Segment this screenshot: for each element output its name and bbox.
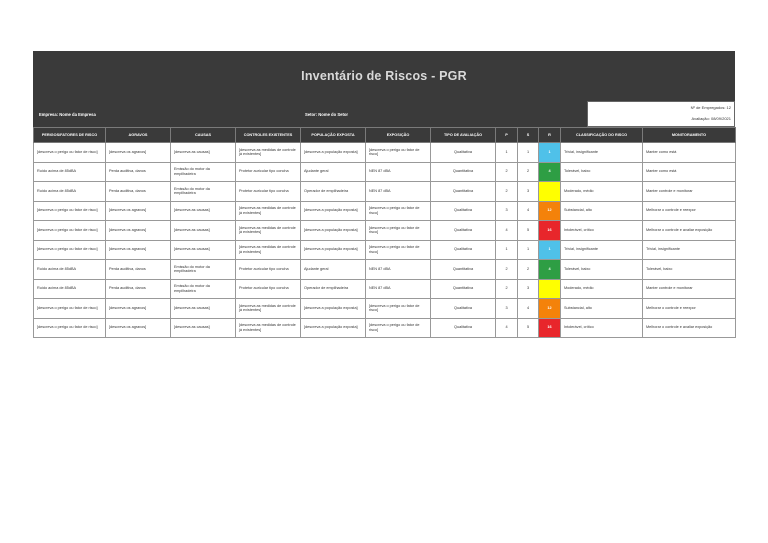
cell-risco: 4 — [539, 260, 561, 280]
cell-causas: [descreva as causas] — [171, 221, 236, 241]
cell-controles: Protetor auricular tipo concha — [236, 162, 301, 182]
cell-risco: 16 — [539, 221, 561, 241]
cell-classificacao: Tolerável, baixo — [561, 162, 643, 182]
info-bar — [33, 101, 735, 127]
cell-classificacao: Intolerável, crítico — [561, 318, 643, 338]
cell-populacao: [descreva a população exposta] — [301, 299, 366, 319]
table-row — [34, 299, 736, 319]
cell-classificacao: Moderado, médio — [561, 279, 643, 299]
column-header: CONTROLES EXISTENTES — [236, 128, 301, 143]
table-row — [34, 279, 736, 299]
cell-risco: 16 — [539, 318, 561, 338]
cell-classificacao: Trivial, insignificante — [561, 143, 643, 163]
cell-probabilidade: 3 — [496, 201, 518, 221]
cell-controles: Protetor auricular tipo concha — [236, 182, 301, 202]
cell-severidade: 1 — [518, 240, 539, 260]
cell-monitoramento: Trivial, insignificante — [643, 240, 736, 260]
cell-tipo: Qualitativa — [431, 201, 496, 221]
cell-probabilidade: 4 — [496, 221, 518, 241]
cell-causas: [descreva as causas] — [171, 299, 236, 319]
cell-agravos: Perda auditiva, danos — [106, 162, 171, 182]
cell-monitoramento: Melhorar o controle e avaliar exposição — [643, 318, 736, 338]
column-header: R — [539, 128, 561, 143]
cell-causas: [descreva as causas] — [171, 143, 236, 163]
cell-probabilidade: 1 — [496, 240, 518, 260]
cell-exposicao: [descreva o perigo ou fator de risco] — [366, 318, 431, 338]
cell-tipo: Qualitativa — [431, 143, 496, 163]
cell-perigo: [descreva o perigo ou fator de risco] — [34, 201, 106, 221]
cell-agravos: [descreva os agravos] — [106, 221, 171, 241]
cell-populacao: Ajudante geral — [301, 260, 366, 280]
column-header: P — [496, 128, 518, 143]
cell-controles: [descreva as medidas de controle já existentes] — [236, 240, 301, 260]
cell-probabilidade: 2 — [496, 162, 518, 182]
cell-tipo: Quantitativa — [431, 162, 496, 182]
cell-causas: Emissão do motor da empilhadeira — [171, 260, 236, 280]
cell-probabilidade: 3 — [496, 299, 518, 319]
cell-agravos: [descreva os agravos] — [106, 318, 171, 338]
table-row — [34, 240, 736, 260]
cell-risco: 1 — [539, 143, 561, 163]
cell-populacao: Operador de empilhadeira — [301, 279, 366, 299]
column-header: TIPO DE AVALIAÇÃO — [431, 128, 496, 143]
risk-table — [33, 127, 736, 338]
cell-classificacao: Intolerável, crítico — [561, 221, 643, 241]
cell-exposicao: [descreva o perigo ou fator de risco] — [366, 201, 431, 221]
cell-monitoramento: Manter como está — [643, 162, 736, 182]
cell-causas: Emissão do motor da empilhadeira — [171, 182, 236, 202]
company-name: Empresa: Nome da Empresa — [39, 112, 96, 117]
cell-populacao: [descreva a população exposta] — [301, 143, 366, 163]
cell-severidade: 3 — [518, 279, 539, 299]
cell-exposicao: NEN 87 dBA — [366, 182, 431, 202]
cell-tipo: Quantitativa — [431, 260, 496, 280]
column-header: S — [518, 128, 539, 143]
employee-count: Nº de Empregados: 12 — [690, 105, 731, 110]
cell-severidade: 2 — [518, 260, 539, 280]
table-header-row — [34, 128, 736, 143]
cell-risco: 12 — [539, 201, 561, 221]
cell-risco: 6 — [539, 279, 561, 299]
cell-probabilidade: 2 — [496, 279, 518, 299]
cell-exposicao: [descreva o perigo ou fator de risco] — [366, 240, 431, 260]
table-row — [34, 162, 736, 182]
cell-controles: Protetor auricular tipo concha — [236, 279, 301, 299]
cell-causas: Emissão do motor da empilhadeira — [171, 279, 236, 299]
cell-causas: [descreva as causas] — [171, 201, 236, 221]
cell-agravos: Perda auditiva, danos — [106, 182, 171, 202]
column-header: MONITORAMENTO — [643, 128, 736, 143]
cell-causas: [descreva as causas] — [171, 240, 236, 260]
cell-probabilidade: 4 — [496, 318, 518, 338]
column-header: AGRAVOS — [106, 128, 171, 143]
cell-controles: [descreva as medidas de controle já existentes] — [236, 143, 301, 163]
cell-populacao: [descreva a população exposta] — [301, 201, 366, 221]
column-header: EXPOSIÇÃO — [366, 128, 431, 143]
table-row — [34, 260, 736, 280]
column-header: PERIGOS/FATORES DE RISCO — [34, 128, 106, 143]
page-title: Inventário de Riscos - PGR — [33, 51, 735, 101]
cell-perigo: Ruído acima de 85dBA — [34, 182, 106, 202]
cell-exposicao: NEN 87 dBA — [366, 260, 431, 280]
cell-classificacao: Trivial, insignificante — [561, 240, 643, 260]
cell-controles: [descreva as medidas de controle já existentes] — [236, 318, 301, 338]
cell-perigo: Ruído acima de 85dBA — [34, 162, 106, 182]
cell-risco: 4 — [539, 162, 561, 182]
table-row — [34, 201, 736, 221]
cell-perigo: [descreva o perigo ou fator de risco] — [34, 221, 106, 241]
evaluation-date: Avaliação: 08/09/2021 — [691, 116, 731, 121]
cell-exposicao: [descreva o perigo ou fator de risco] — [366, 221, 431, 241]
cell-monitoramento: Manter como está — [643, 143, 736, 163]
cell-agravos: [descreva os agravos] — [106, 299, 171, 319]
cell-agravos: Perda auditiva, danos — [106, 279, 171, 299]
cell-classificacao: Substancial, alto — [561, 201, 643, 221]
cell-probabilidade: 2 — [496, 260, 518, 280]
cell-severidade: 3 — [518, 182, 539, 202]
cell-severidade: 1 — [518, 143, 539, 163]
sector-name: Setor: Nome do Setor — [305, 112, 349, 117]
cell-severidade: 2 — [518, 162, 539, 182]
cell-monitoramento: Melhorar o controle e avaliar exposição — [643, 221, 736, 241]
summary-box — [587, 101, 735, 127]
cell-severidade: 4 — [518, 299, 539, 319]
cell-exposicao: NEN 87 dBA — [366, 162, 431, 182]
cell-populacao: [descreva a população exposta] — [301, 240, 366, 260]
cell-classificacao: Substancial, alto — [561, 299, 643, 319]
cell-agravos: [descreva os agravos] — [106, 240, 171, 260]
cell-agravos: Perda auditiva, danos — [106, 260, 171, 280]
table-row — [34, 221, 736, 241]
table-row — [34, 143, 736, 163]
cell-risco: 1 — [539, 240, 561, 260]
cell-controles: [descreva as medidas de controle já existentes] — [236, 299, 301, 319]
column-header: POPULAÇÃO EXPOSTA — [301, 128, 366, 143]
cell-perigo: [descreva o perigo ou fator de risco] — [34, 299, 106, 319]
cell-classificacao: Tolerável, baixo — [561, 260, 643, 280]
cell-tipo: Qualitativa — [431, 240, 496, 260]
cell-monitoramento: Melhorar o controle e reexpor — [643, 201, 736, 221]
cell-agravos: [descreva os agravos] — [106, 201, 171, 221]
cell-exposicao: NEN 87 dBA — [366, 279, 431, 299]
cell-risco: 12 — [539, 299, 561, 319]
cell-exposicao: [descreva o perigo ou fator de risco] — [366, 299, 431, 319]
cell-causas: Emissão do motor da empilhadeira — [171, 162, 236, 182]
cell-severidade: 4 — [518, 201, 539, 221]
cell-monitoramento: Tolerável, baixo — [643, 260, 736, 280]
cell-probabilidade: 1 — [496, 143, 518, 163]
table-row — [34, 318, 736, 338]
cell-monitoramento: Melhorar o controle e reexpor — [643, 299, 736, 319]
cell-severidade: 5 — [518, 318, 539, 338]
column-header: CLASSIFICAÇÃO DO RISCO — [561, 128, 643, 143]
cell-controles: [descreva as medidas de controle já existentes] — [236, 221, 301, 241]
cell-tipo: Qualitativa — [431, 221, 496, 241]
cell-perigo: [descreva o perigo ou fator de risco] — [34, 318, 106, 338]
cell-severidade: 5 — [518, 221, 539, 241]
cell-exposicao: [descreva o perigo ou fator de risco] — [366, 143, 431, 163]
risk-inventory-sheet — [33, 51, 735, 338]
cell-tipo: Quantitativa — [431, 182, 496, 202]
cell-populacao: Ajudante geral — [301, 162, 366, 182]
cell-populacao: [descreva a população exposta] — [301, 221, 366, 241]
table-body — [34, 143, 736, 338]
cell-controles: Protetor auricular tipo concha — [236, 260, 301, 280]
cell-causas: [descreva as causas] — [171, 318, 236, 338]
cell-tipo: Quantitativa — [431, 279, 496, 299]
cell-perigo: Ruído acima de 85dBA — [34, 260, 106, 280]
cell-monitoramento: Manter controle e monitorar — [643, 279, 736, 299]
column-header: CAUSAS — [171, 128, 236, 143]
cell-populacao: [descreva a população exposta] — [301, 318, 366, 338]
cell-monitoramento: Manter controle e monitorar — [643, 182, 736, 202]
cell-populacao: Operador de empilhadeira — [301, 182, 366, 202]
cell-tipo: Qualitativa — [431, 318, 496, 338]
cell-risco: 6 — [539, 182, 561, 202]
cell-probabilidade: 2 — [496, 182, 518, 202]
cell-classificacao: Moderado, médio — [561, 182, 643, 202]
cell-perigo: Ruído acima de 85dBA — [34, 279, 106, 299]
cell-controles: [descreva as medidas de controle já existentes] — [236, 201, 301, 221]
cell-agravos: [descreva os agravos] — [106, 143, 171, 163]
cell-perigo: [descreva o perigo ou fator de risco] — [34, 143, 106, 163]
table-row — [34, 182, 736, 202]
cell-tipo: Qualitativa — [431, 299, 496, 319]
cell-perigo: [descreva o perigo ou fator de risco] — [34, 240, 106, 260]
